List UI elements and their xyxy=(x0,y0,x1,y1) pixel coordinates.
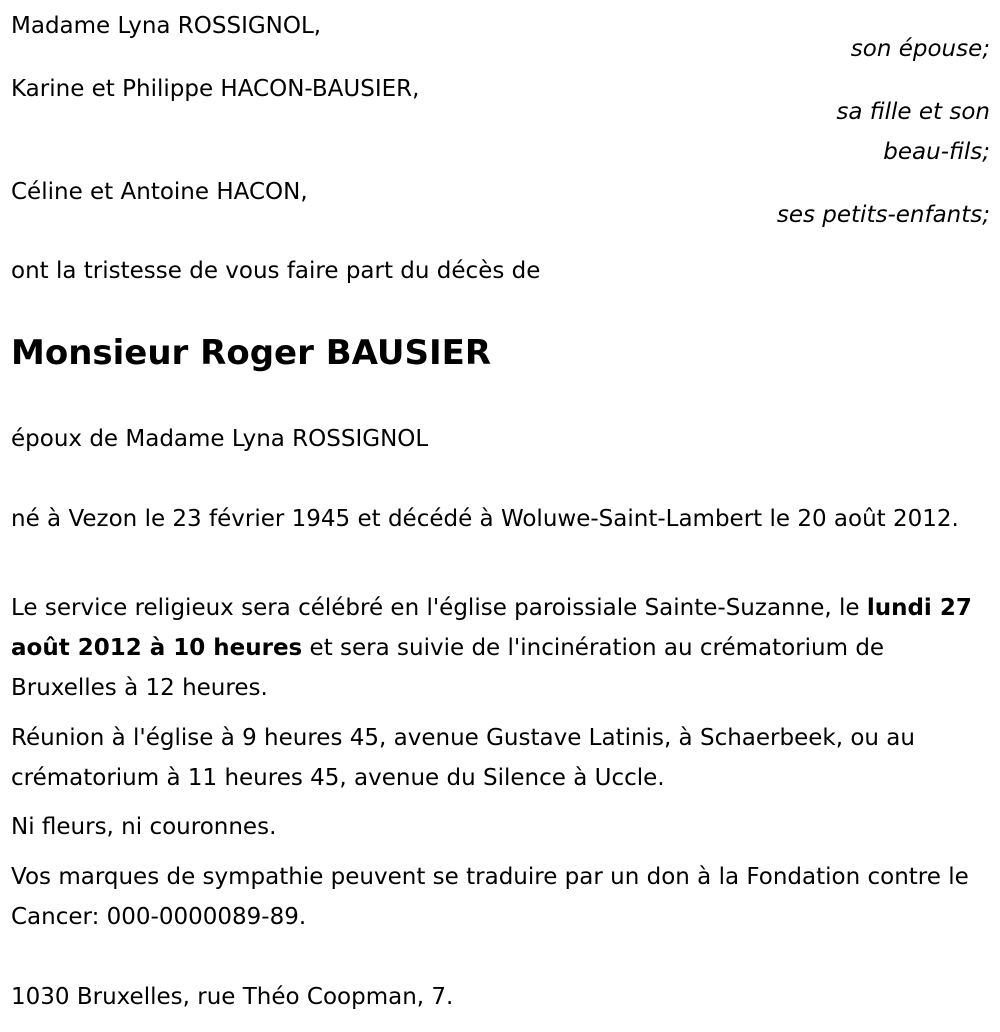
donation-paragraph: Vos marques de sympathie peuvent se traduire par un don à la Fondation contre le Cancer: 000-0000089-89. xyxy=(11,864,969,930)
daughter-name: Karine et Philippe HACON-BAUSIER, xyxy=(11,76,420,102)
service-rest: et sera suivie de l'incinération au crématorium de Bruxelles à 12 heures. xyxy=(11,635,885,701)
daughter-relation-line1: sa fille et son xyxy=(836,99,990,125)
deceased-name: Monsieur Roger BAUSIER xyxy=(11,333,492,373)
spouse-name: Madame Lyna ROSSIGNOL, xyxy=(11,13,322,39)
grandchildren-name: Céline et Antoine HACON, xyxy=(11,179,308,205)
service-intro: Le service religieux sera célébré en l'église paroissiale Sainte-Suzanne, le xyxy=(11,595,867,621)
flowers-text: Ni fleurs, ni couronnes. xyxy=(11,814,277,840)
grandchildren-relation: ses petits-enfants; xyxy=(776,202,990,228)
service-paragraph xyxy=(11,588,991,708)
address-text: 1030 Bruxelles, rue Théo Coopman, 7. xyxy=(11,984,454,1010)
spouse-relation: son épouse; xyxy=(850,36,990,62)
service-datetime: lundi 27 août 2012 à 10 heures xyxy=(11,595,972,661)
meeting-paragraph: Réunion à l'église à 9 heures 45, avenue Gustave Latinis, à Schaerbeek, ou au crématorium à 11 heures 45, avenue du Silence à Uccle. xyxy=(11,725,915,791)
spouse-of-text: époux de Madame Lyna ROSSIGNOL xyxy=(11,426,429,452)
daughter-relation-line2: beau-fils; xyxy=(883,139,990,165)
announcement-text: ont la tristesse de vous faire part du décès de xyxy=(11,258,541,284)
birth-death-text: né à Vezon le 23 février 1945 et décédé à Woluwe-Saint-Lambert le 20 août 2012. xyxy=(11,506,959,532)
